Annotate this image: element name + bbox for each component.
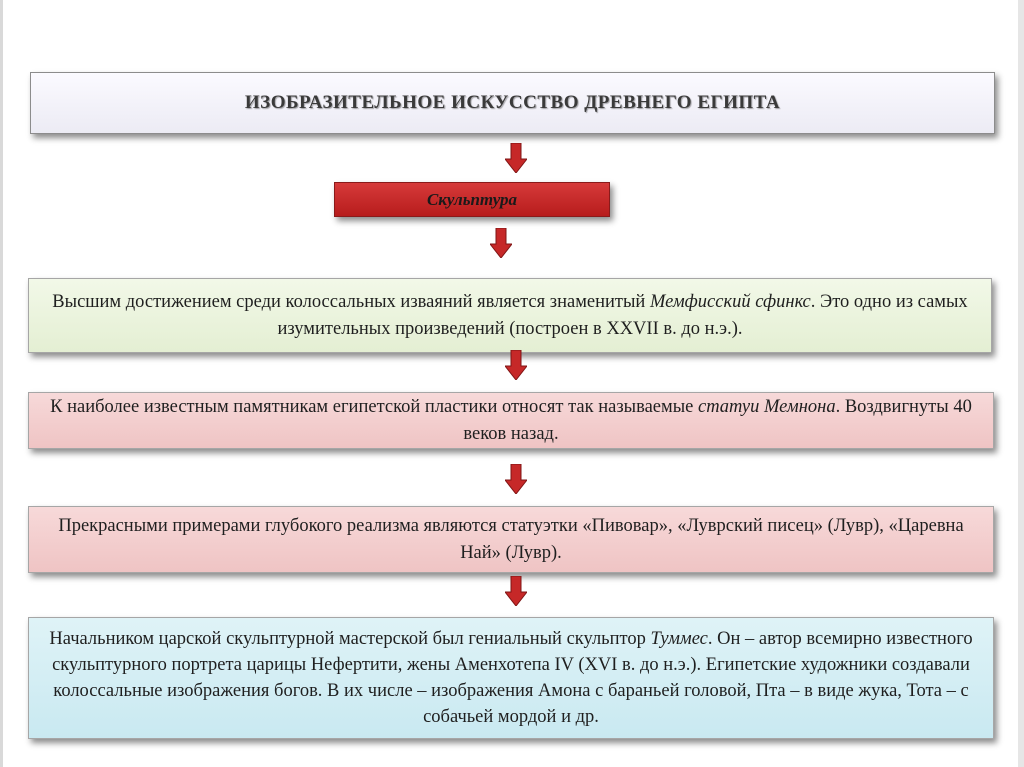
arrow-down-icon [505,576,527,606]
section-box-sculpture [334,182,610,217]
info-box-memnon [28,392,994,449]
info-box-thutmose [28,617,994,739]
section-label: Скульптура [426,189,518,209]
right-edge-rule [1018,0,1024,767]
left-edge-rule [0,0,3,767]
arrow-down-icon [490,228,512,258]
arrow-down-icon [505,143,527,173]
info-box-statuettes [28,506,994,573]
arrow-down-icon [505,350,527,380]
info-text: К наиболее известным памятникам египетской пластики относят так называемые статуи Мемнона. Воздвигнуты 40 веков назад. [50,396,972,444]
arrow-down-icon [505,464,527,494]
info-text: Прекрасными примерами глубокого реализма являются статуэтки «Пивовар», «Луврский писец» (Лувр), «Царевна Най» (Лувр). [58,515,964,563]
info-text: Высшим достижением среди колоссальных изваяний является знаменитый Мемфисский сфинкс. Это одно из самых изумительных произведений (построен в XXVII в. до н.э.). [52,291,968,339]
info-text: Начальником царской скульптурной мастерской был гениальный скульптор Туммес. Он – автор всемирно известного скульптурного портрета царицы Нефертити, жены Аменхотепа IV (XVI в. до н.э.). Египетские художники создавали колоссальные изображения богов. В их числе – изображения Амона с бараньей головой, Пта – в виде жука, Тота – с собачьей мордой и др. [49,629,973,727]
diagram-title: ИЗОБРАЗИТЕЛЬНОЕ ИСКУССТВО ДРЕВНЕГО ЕГИПТА [244,92,781,113]
info-box-memphis-sphinx [28,278,992,353]
diagram-title-box [30,72,995,134]
